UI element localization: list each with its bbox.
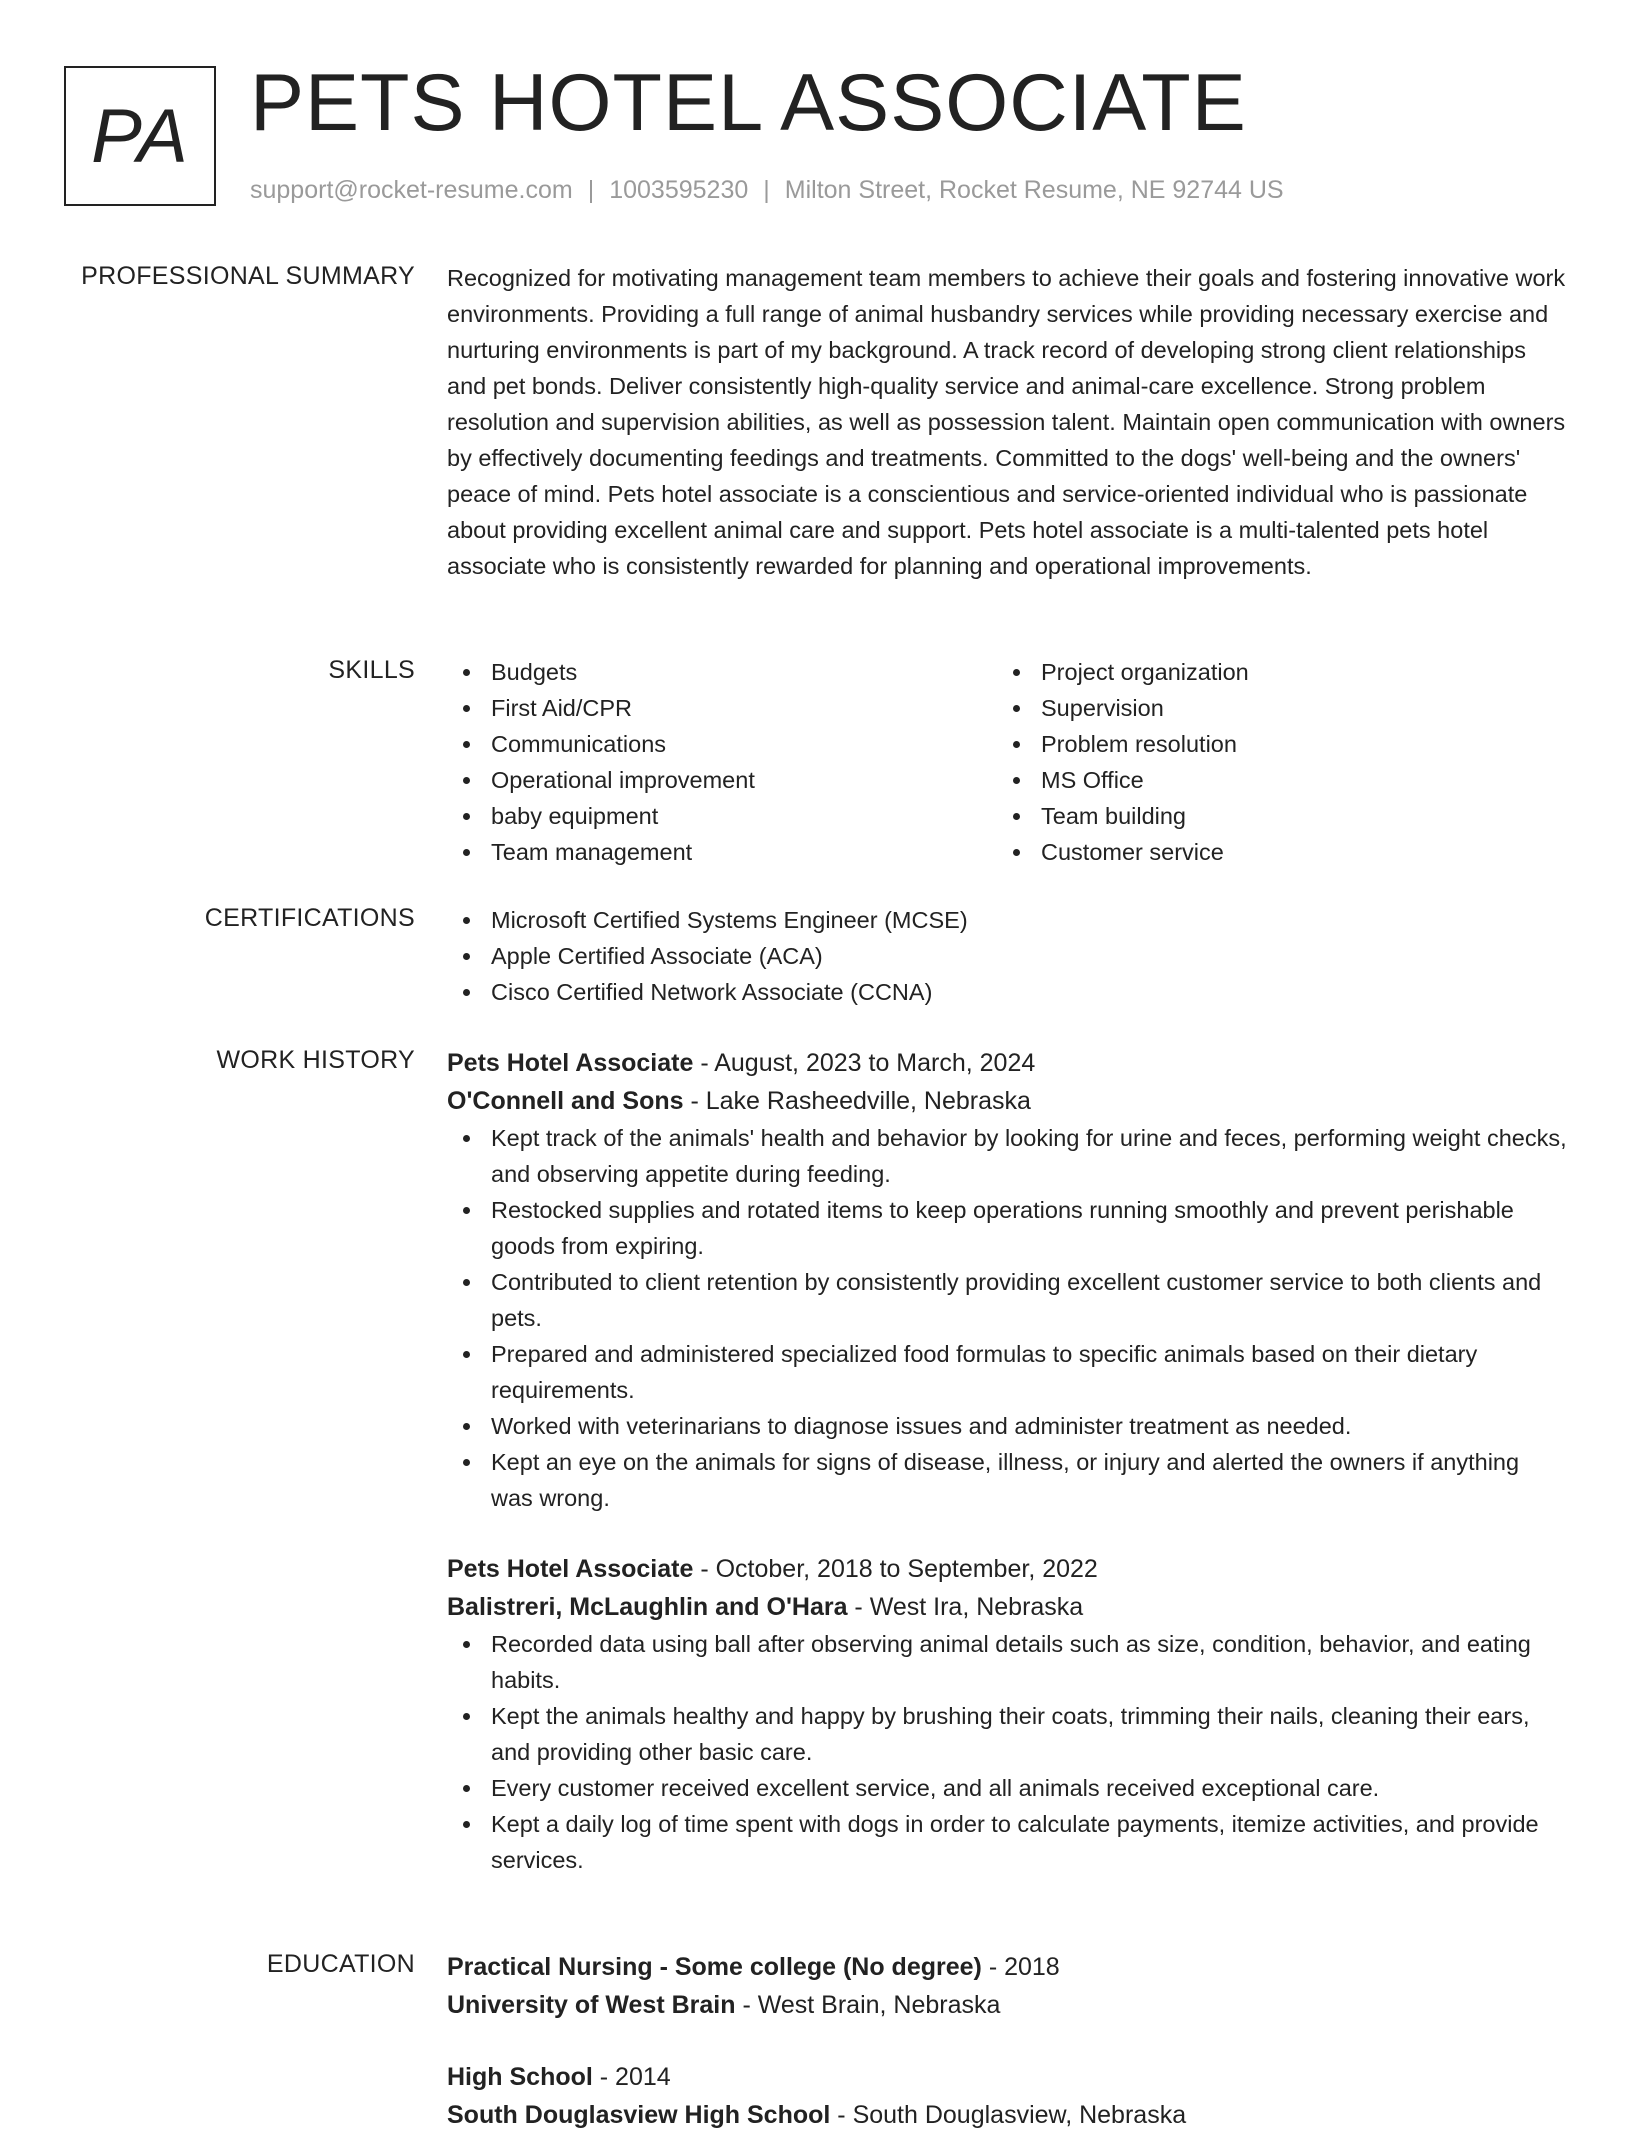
skill-item: First Aid/CPR (447, 690, 997, 726)
contact-address: Milton Street, Rocket Resume, NE 92744 US (784, 176, 1284, 204)
education-entry (447, 2058, 1567, 2134)
skill-item: Problem resolution (997, 726, 1547, 762)
job-entry (447, 1550, 1567, 1878)
skill-item: Customer service (997, 834, 1547, 870)
section-heading-education: EDUCATION (266, 1950, 415, 1978)
job-bullet: Worked with veterinarians to diagnose issues and administer treatment as needed. (447, 1408, 1567, 1444)
education-degree-line (447, 2058, 1567, 2096)
job-bullet: Kept track of the animals' health and behavior by looking for urine and feces, performing weight checks, and observing appetite during feeding. (447, 1120, 1567, 1192)
job-company: Balistreri, McLaughlin and O'Hara (447, 1593, 848, 1621)
skill-item: MS Office (997, 762, 1547, 798)
skill-item: Team building (997, 798, 1547, 834)
section-heading-work: WORK HISTORY (216, 1046, 415, 1074)
monogram-logo: PA (64, 66, 216, 206)
section-heading-certifications: CERTIFICATIONS (204, 904, 415, 932)
education-location: - West Brain, Nebraska (735, 1991, 1001, 2019)
job-title: Pets Hotel Associate (447, 1555, 694, 1583)
skill-item: Budgets (447, 654, 997, 690)
education-degree: High School (447, 2063, 593, 2091)
section-heading-skills: SKILLS (328, 656, 415, 684)
skill-item: Operational improvement (447, 762, 997, 798)
job-bullet: Kept the animals healthy and happy by brushing their coats, trimming their nails, cleaning their ears, and providing other basic care. (447, 1698, 1567, 1770)
education-school-line (447, 2096, 1567, 2134)
education-school: University of West Brain (447, 1991, 736, 2019)
job-bullet: Contributed to client retention by consistently providing excellent customer service to both clients and pets. (447, 1264, 1567, 1336)
education-location: - South Douglasview, Nebraska (830, 2101, 1187, 2129)
job-location: - West Ira, Nebraska (847, 1593, 1084, 1621)
skills-list-left (447, 654, 997, 870)
certification-item: Apple Certified Associate (ACA) (447, 938, 1567, 974)
job-dates: - August, 2023 to March, 2024 (693, 1049, 1036, 1077)
skill-item: Communications (447, 726, 997, 762)
skill-item: Supervision (997, 690, 1547, 726)
job-company-line (447, 1082, 1567, 1120)
contact-separator: | (587, 176, 595, 204)
education-school-line (447, 1986, 1567, 2024)
summary-text: Recognized for motivating management team members to achieve their goals and fostering innovative work environments. Providing a full range of animal husbandry services while providing necessary exercise and nurturing environments is part of my background. A track record of developing strong client relationships and pet bonds. Deliver consistently high-quality service and animal-care excellence. Strong problem resolution and supervision abilities, as well as possession talent. Maintain open communication with owners by effectively documenting feedings and treatments. Committed to the dogs' well-being and the owners' peace of mind. Pets hotel associate is a conscientious and service-oriented individual who is passionate about providing excellent animal care and support. Pets hotel associate is a multi-talented pets hotel associate who is consistently rewarded for planning and operational improvements. (447, 265, 1566, 579)
education-degree: Practical Nursing - Some college (No degree) (447, 1953, 982, 1981)
certification-item: Microsoft Certified Systems Engineer (MCSE) (447, 902, 1567, 938)
job-company-line (447, 1588, 1567, 1626)
contact-phone: 1003595230 (609, 176, 749, 204)
certification-item: Cisco Certified Network Associate (CCNA) (447, 974, 1567, 1010)
section-heading-summary: PROFESSIONAL SUMMARY (81, 262, 415, 290)
education-year: - 2014 (592, 2063, 671, 2091)
job-location: - Lake Rasheedville, Nebraska (683, 1087, 1031, 1115)
job-bullet: Recorded data using ball after observing animal details such as size, condition, behavior, and eating habits. (447, 1626, 1567, 1698)
skills-list-right (997, 654, 1547, 870)
job-bullets (447, 1120, 1567, 1516)
job-title: Pets Hotel Associate (447, 1049, 694, 1077)
skill-item: baby equipment (447, 798, 997, 834)
job-bullet: Prepared and administered specialized food formulas to specific animals based on their dietary requirements. (447, 1336, 1567, 1408)
education-school: South Douglasview High School (447, 2101, 831, 2129)
job-title-line (447, 1044, 1567, 1082)
job-company: O'Connell and Sons (447, 1087, 684, 1115)
contact-email[interactable]: support@rocket-resume.com (250, 176, 573, 204)
job-dates: - October, 2018 to September, 2022 (693, 1555, 1098, 1583)
job-bullet: Kept a daily log of time spent with dogs in order to calculate payments, itemize activities, and provide services. (447, 1806, 1567, 1878)
education-degree-line (447, 1948, 1567, 1986)
contact-separator: | (763, 176, 770, 204)
job-entry (447, 1044, 1567, 1516)
job-bullet: Restocked supplies and rotated items to keep operations running smoothly and prevent perishable goods from expiring. (447, 1192, 1567, 1264)
job-bullet: Every customer received excellent service, and all animals received exceptional care. (447, 1770, 1567, 1806)
resume-title: PETS HOTEL ASSOCIATE (250, 58, 1247, 148)
contact-line (250, 174, 1284, 206)
certifications-list (447, 902, 1567, 1010)
skill-item: Project organization (997, 654, 1547, 690)
job-title-line (447, 1550, 1567, 1588)
skill-item: Team management (447, 834, 997, 870)
job-bullet: Kept an eye on the animals for signs of disease, illness, or injury and alerted the owners if anything was wrong. (447, 1444, 1567, 1516)
education-entry (447, 1948, 1567, 2024)
education-year: - 2018 (981, 1953, 1060, 1981)
job-bullets (447, 1626, 1567, 1878)
